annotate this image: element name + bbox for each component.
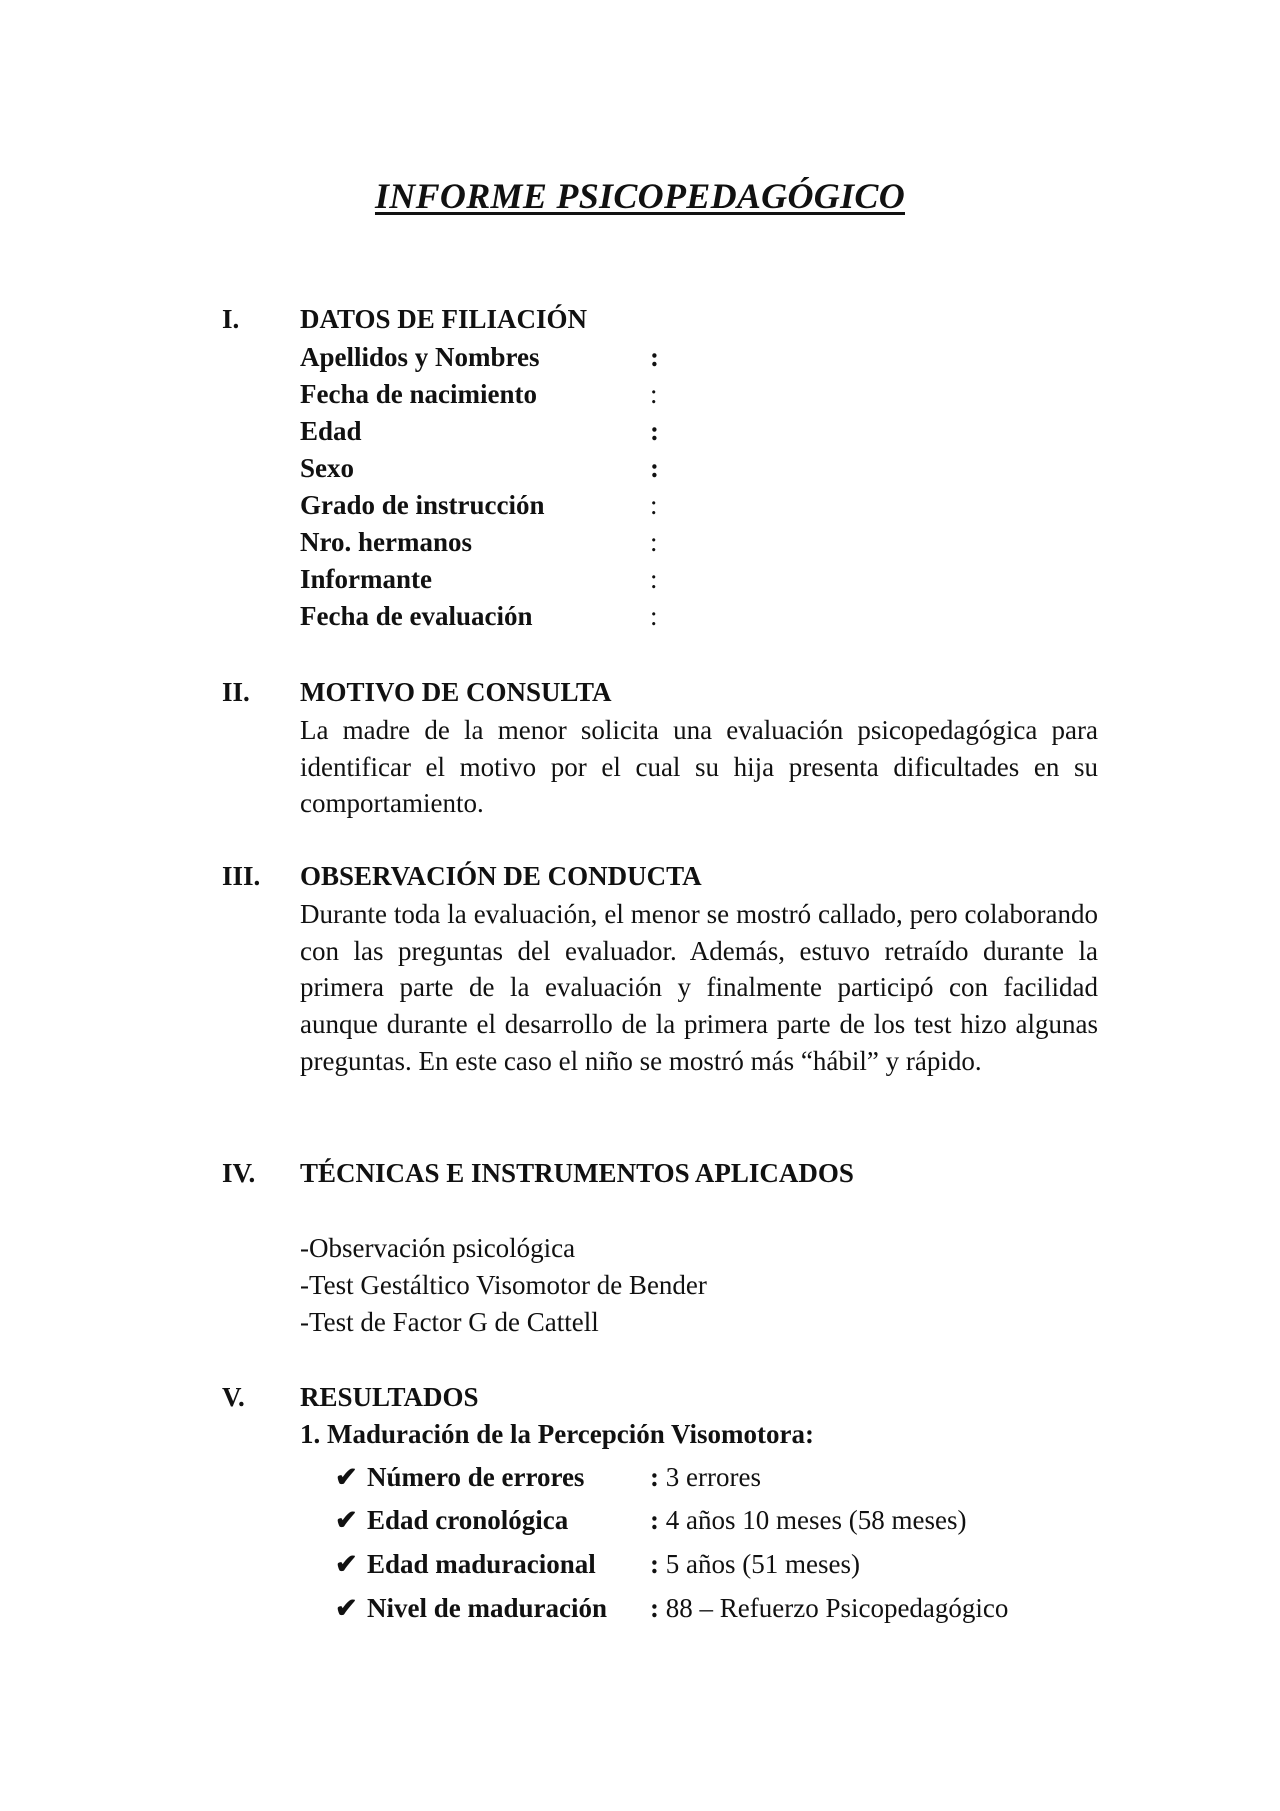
check-icon: ✔ (335, 1549, 358, 1579)
result-label: Edad cronológica (367, 1505, 569, 1535)
field-label: Sexo (300, 453, 354, 483)
check-icon: ✔ (335, 1505, 358, 1535)
field-label: Grado de instrucción (300, 490, 545, 520)
field-label: Fecha de evaluación (300, 601, 533, 631)
section-number: V. (222, 1382, 245, 1412)
section-heading: MOTIVO DE CONSULTA (300, 677, 612, 707)
field-colon: : (650, 379, 658, 409)
section-heading: RESULTADOS (300, 1382, 479, 1412)
result-value (650, 1590, 1008, 1626)
field-label: Fecha de nacimiento (300, 379, 537, 409)
section-number: I. (222, 304, 240, 334)
list-item: -Test Gestáltico Visomotor de Bender (300, 1270, 707, 1300)
results-subheading: 1. Maduración de la Percepción Visomotora: (300, 1419, 814, 1449)
field-label: Apellidos y Nombres (300, 342, 540, 372)
result-value (650, 1546, 860, 1582)
field-colon: : (650, 527, 658, 557)
field-label: Informante (300, 564, 432, 594)
field-colon: : (650, 453, 659, 483)
result-value-text: 4 años 10 meses (58 meses) (665, 1505, 967, 1535)
section-number: III. (222, 861, 261, 891)
result-value-text: 3 errores (665, 1462, 761, 1492)
check-icon: ✔ (335, 1593, 358, 1623)
result-label: Edad maduracional (367, 1549, 596, 1579)
result-value (650, 1459, 761, 1495)
field-colon: : (650, 416, 659, 446)
section-number: II. (222, 677, 250, 707)
list-item: -Test de Factor G de Cattell (300, 1307, 599, 1337)
section-body: Durante toda la evaluación, el menor se mostró callado, pero colaborando con las preguntas del evaluador. Además, estuvo retraído durante la primera parte de la evaluación y finalmente participó con facilidad aunque durante el desarrollo de la primera parte de los test hizo algunas preguntas. En este caso el niño se mostró más “hábil” y rápido. (300, 899, 1098, 1076)
page-title: INFORME PSICOPEDAGÓGICO (374, 176, 905, 216)
section-body: La madre de la menor solicita una evaluación psicopedagógica para identificar el motivo por el cual su hija presenta dificultades en su comportamiento. (300, 715, 1098, 819)
field-colon: : (650, 342, 659, 372)
field-label: Edad (300, 416, 362, 446)
field-label: Nro. hermanos (300, 527, 472, 557)
check-icon: ✔ (335, 1462, 358, 1492)
section-heading: DATOS DE FILIACIÓN (300, 304, 588, 334)
result-colon: : (650, 1462, 659, 1492)
result-colon: : (650, 1593, 659, 1623)
section-heading: OBSERVACIÓN DE CONDUCTA (300, 861, 702, 891)
field-colon: : (650, 601, 658, 631)
section-number: IV. (222, 1158, 256, 1188)
result-label: Nivel de maduración (367, 1593, 607, 1623)
result-colon: : (650, 1505, 659, 1535)
result-value-text: 88 – Refuerzo Psicopedagógico (665, 1593, 1009, 1623)
result-value (650, 1502, 966, 1538)
section-heading: TÉCNICAS E INSTRUMENTOS APLICADOS (300, 1158, 854, 1188)
field-colon: : (650, 564, 658, 594)
field-colon: : (650, 490, 658, 520)
result-label: Número de errores (367, 1462, 585, 1492)
result-colon: : (650, 1549, 659, 1579)
list-item: -Observación psicológica (300, 1233, 576, 1263)
result-value-text: 5 años (51 meses) (665, 1549, 860, 1579)
